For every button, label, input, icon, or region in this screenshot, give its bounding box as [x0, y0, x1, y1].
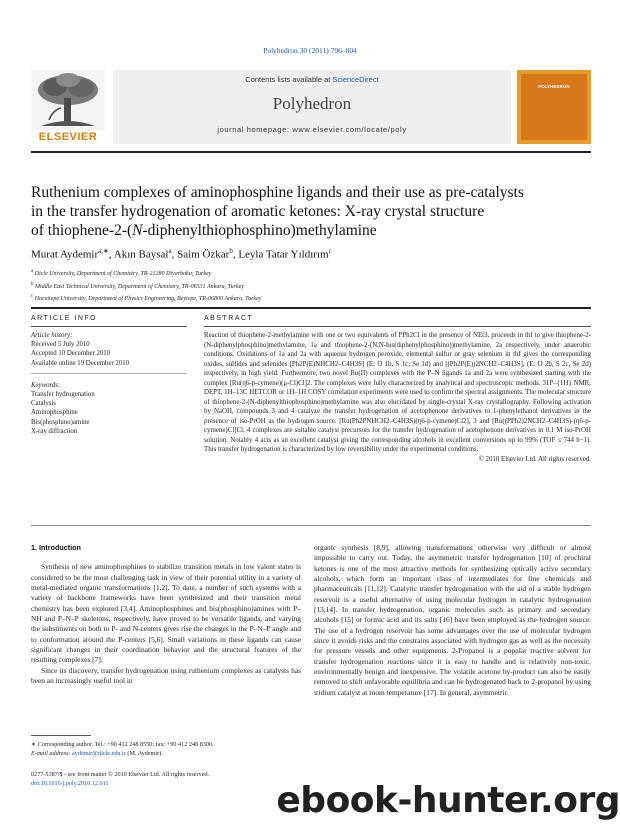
journal-cover-image [517, 70, 591, 144]
affiliation-mark: b [31, 281, 34, 287]
journal-reference[interactable]: Polyhedron 30 (2011) 796–804 [263, 46, 357, 55]
article-history [31, 331, 187, 368]
cover-title: POLYHEDRON [538, 84, 570, 89]
email-line [31, 749, 301, 758]
article-info-heading: ARTICLE INFO [31, 315, 98, 322]
body-right-column [314, 543, 591, 698]
sciencedirect-link[interactable]: ScienceDirect [332, 75, 379, 84]
intro-paragraph-1: Synthesis of new aminophosphines to stabilize transition metals in low valent states is considered to be the most challenging task in view of their potential utility in a variety of metal-mediated organic transformations [1,2]. To date, a number of such systems with a variety of backbone frameworks have been synthesized and their transition metal chemistry has been explored [3,4]. Aminophosphines and bis(phosphino)amines with P–NH and P–N–P skeletons, respectively, have proved to be versatile ligands, and varying the substituents on both to P- and N-centers gives rise the changes in the P–N–P angle and to conformation around the P-centers [5,6]. Small variations in these ligands can cause significant changes in their coordination behavior and the structural features of the resulting complexes [7]. [31, 562, 301, 665]
doi-link[interactable]: doi:10.1016/j.poly.2010.12.011 [31, 780, 109, 787]
affiliation-list [31, 267, 591, 305]
author-name[interactable]: Leyla Tatar Yıldırım [238, 248, 329, 261]
contents-line [113, 75, 511, 84]
article-info [31, 315, 187, 436]
issn-line: 0277-5387/$ - see front matter © 2010 Elsevier Ltd. All rights reserved. [31, 771, 210, 778]
contents-prefix: Contents lists available at [245, 75, 333, 84]
abstract-copyright: © 2010 Elsevier Ltd. All rights reserved. [478, 455, 591, 463]
tree-icon [31, 70, 105, 130]
history-label: Article history: [31, 332, 73, 339]
history-online: Available online 19 December 2010 [31, 359, 130, 367]
affiliation-text: Middle East Technical University, Department of Chemistry, TR-06531 Ankara, Turkey [35, 283, 244, 290]
journal-title: Polyhedron [272, 94, 352, 113]
affiliations-rule [31, 307, 591, 309]
author-name[interactable]: Murat Aydemir [31, 248, 99, 261]
affiliation-item [31, 292, 591, 305]
abstract [204, 315, 591, 463]
keyword-item: X-ray diffraction [31, 427, 78, 435]
body-left-column [31, 543, 301, 686]
keyword-item: Catalysis [31, 400, 56, 408]
affiliation-mark: a [31, 269, 34, 274]
article-title [31, 183, 591, 240]
footnote [31, 740, 301, 758]
keyword-item: Bis(phosphino)amine [31, 418, 90, 426]
affiliation-text: Dicle University, Department of Chemistry, TR-21280 Diyarbakır, Turkey [34, 271, 212, 277]
history-accepted: Accepted 10 December 2010 [31, 350, 111, 358]
affiliation-item [31, 267, 591, 280]
history-rule [31, 373, 187, 374]
title-line-2: in the transfer hydrogenation of aromatic ketones: X-ray crystal structure [31, 203, 485, 220]
author-email-link[interactable]: aydemir@dicle.edu.tr [72, 750, 126, 757]
title-line-3-italic: N [132, 222, 143, 239]
elsevier-logo-text: ELSEVIER [38, 131, 98, 143]
keywords-label: Keywords: [31, 381, 61, 389]
affiliation-item [31, 280, 591, 293]
affiliation-text: Hacettepe University, Department of Physics Engineering, Beytepe, TR-06800 Ankara, Turkey [34, 296, 262, 302]
email-label: E-mail address: [31, 750, 71, 757]
author-separator: , [171, 248, 178, 261]
journal-homepage[interactable]: journal homepage: www.elsevier.com/locate/poly [217, 125, 407, 134]
keywords [31, 381, 187, 436]
article-info-rule [31, 326, 187, 327]
author-separator: , [232, 248, 239, 261]
corresponding-author-note: ∗ Corresponding author. Tel.: +90 412 248 8550; fax: +90 412 248 8300. [31, 741, 214, 748]
abstract-heading: ABSTRACT [204, 315, 254, 322]
author-list [31, 247, 591, 261]
abstract-text: Reaction of thiophene-2-methylamine with one or two equivalents of PPh2Cl in the presence of NEt3, proceeds in thf to give thiophene-2-(N-diphenylphosphino)methylamine, 1a and thiophene-2-(N,N-bis(diphenylphosphino))methylamine, 2a respectively, under anaerobic conditions. Oxidations of 1a and 2a with aqueous hydrogen peroxide, elemental sulfur or gray selenium in thf gives the corresponding oxides, sulfides and selenides [Ph2P(E)NHCH2–C4H3S] (E: O 1b, S 1c, Se 1d) and [(Ph2P(E))2NCH2–C4H3S], (E: O 2b, S 2c, Se 2d) respectively, in high yield. Furthermore, two novel Ru(II) complexes with the P–N ligands 1a and 2a were synthesized starting with the complex [Ru(η6-p-cymene)(μ-Cl)Cl]2. The complexes were fully characterized by analytical and spectroscopic methods. 31P–{1H} NMR, DEPT, 1H–13C HETCOR or 1H–1H COSY correlation experiments were used to confirm the spectral assignments. The molecular structure of thiophene-2-(N-diphenylthiophosphino)methylamine was also elucidated by single-crystal X-ray crystallography. Following activation by NaOH, compounds 3 and 4 catalyze the transfer hydrogenation of acetophenone derivatives to 1-phenylethanol derivatives in the presence of iso-PrOH as the hydrogen source. [Ru(Ph2PNHCH2–C4H3S)(η6-p-cymene)Cl2], 3 and [Ru((PPh2)2NCH2–C4H3S)-(η6-p-cymene)Cl]Cl, 4 complexes are suitable catalyst precursors for the transfer hydrogenation of acetophenone derivatives in 0.1 M iso-PrOH solution. Notably 4 acts as an excellent catalyst giving the corresponding alcohols in excellent conversions up to 99% (TOF ≤ 744 h−1). This transfer hydrogenation is characterized by low reversibility under the experimental conditions. [204, 332, 591, 453]
intro-paragraph-2: Since its discovery, transfer hydrogenation using ruthenium complexes as catalysts has been an increasingly useful tool in [31, 665, 301, 686]
author-name[interactable]: Saim Özkar [177, 248, 230, 261]
journal-header [31, 70, 591, 148]
author-separator: , [108, 248, 114, 261]
elsevier-tree-logo [31, 70, 105, 144]
header-rule [31, 151, 591, 153]
journal-banner [113, 70, 511, 144]
watermark-text: ebook-hunter.org [276, 780, 620, 821]
section-heading-introduction: 1. Introduction [31, 543, 81, 552]
keyword-item: Transfer hydrogenation [31, 391, 95, 399]
keyword-item: Aminophosphine [31, 409, 78, 417]
author-name[interactable]: Akın Baysal [113, 248, 169, 261]
email-suffix: (M. Aydemir). [125, 750, 163, 757]
title-line-1: Ruthenium complexes of aminophosphine ligands and their use as pre-catalysts [31, 184, 524, 201]
author-affiliation-mark[interactable]: b [229, 247, 233, 255]
abstract-bottom-rule [31, 525, 591, 526]
author-affiliation-mark[interactable]: a [168, 247, 172, 255]
author-affiliation-mark[interactable]: c [328, 247, 332, 255]
footnote-rule [31, 735, 91, 736]
title-line-3-post: -diphenylthiophosphino)methylamine [142, 222, 377, 239]
history-received: Received 5 July 2010 [31, 341, 90, 349]
intro-paragraph-continued: organic synthesis [8,9], allowing transformations otherwise very difficult or almost impossible to carry out. Today, the asymmetric transfer hydrogenation [10] of prochiral ketones is one of the most attractive methods for synthesizing optically active secondary alcohols, which form an important class of intermediates for fine chemicals and pharmaceuticals [11,12]. Catalytic transfer hydrogenation with the aid of a stable hydrogen reservoir is a useful alternative of using molecular hydrogen in catalytic hydrogenation [13,14]. In transfer hydrogenation, organic molecules such as primary and secondary alcohols [15] or formic acid and its salts [16] have been employed as the hydrogen source. The use of a hydrogen reservoir has some advantages over the use of molecular hydrogen since it avoids risks and the constrains associated with hydrogen gas as well as the necessity for pressure vessels and other equipments. 2-Propanol is a popular reactive solvent for transfer hydrogenation reactions since it is easy to handle and is relatively non-toxic, environmentally benign and inexpensive. The volatile acetone by-product can also be easily removed to shift unfavorable equilibria and can be hydrogenated back to 2-propanol by using iridium catalyst at room temperature [17]. In general, asymmetric [314, 543, 591, 697]
title-line-3-pre: of thiophene-2-( [31, 222, 133, 239]
affiliation-mark: c [31, 294, 34, 299]
title-line-3 [31, 221, 591, 240]
author-affiliation-mark[interactable]: a,∗ [98, 247, 109, 255]
abstract-rule [204, 326, 591, 327]
